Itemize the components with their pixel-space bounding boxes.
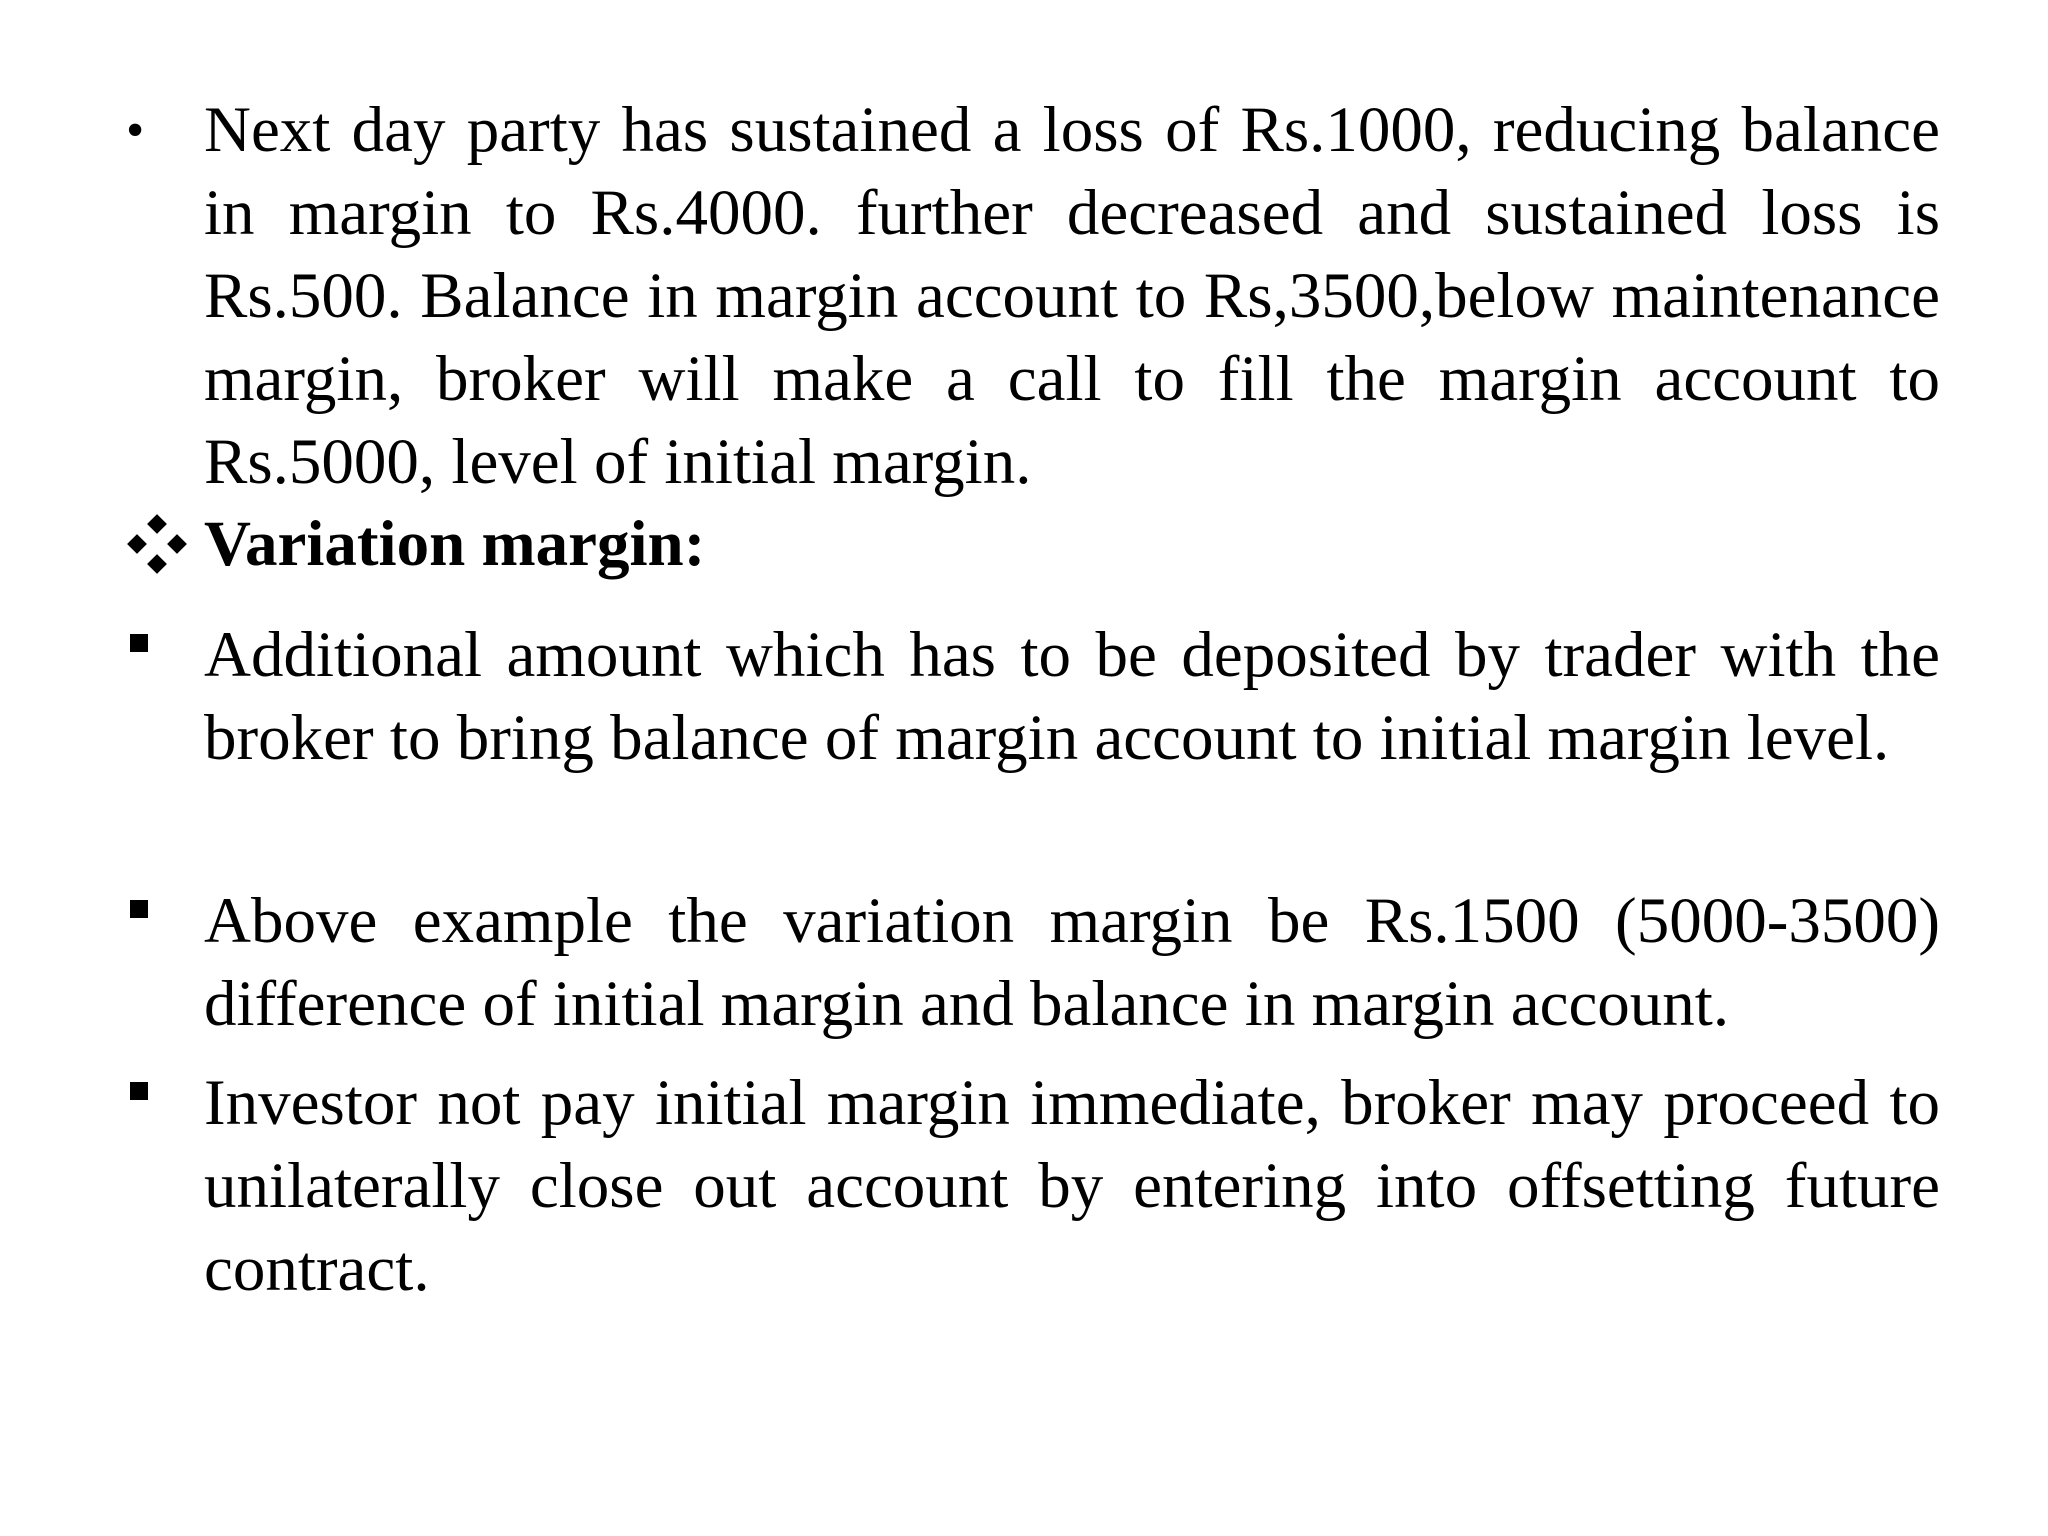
bullet-text: Above example the variation margin be Rs.1500 (5000-3500) difference of initial margin and balance in margin account.: [204, 885, 1940, 1040]
square-bullet-icon: [130, 900, 148, 918]
bullet-variation-definition: [120, 614, 1940, 780]
heading-variation-margin: [120, 503, 1940, 586]
round-bullet-icon: •: [126, 102, 145, 159]
bullet-text: Next day party has sustained a loss of Rs.1000, reducing balance in margin to Rs.4000. further decreased and sustained loss is Rs.500. Balance in margin account to Rs,3500,below maintenance margin, broker will make a call to fill the margin account to Rs.5000, level of initial margin.: [204, 94, 1940, 498]
bullet-text: Investor not pay initial margin immediate, broker may proceed to unilaterally close out account by entering into offsetting future contract.: [204, 1067, 1940, 1305]
square-bullet-icon: [130, 1082, 148, 1100]
section-heading: Variation margin:: [204, 508, 706, 580]
square-bullet-icon: [130, 634, 148, 652]
bullet-margin-call-example: [120, 89, 1940, 504]
bullet-text: Additional amount which has to be deposited by trader with the broker to bring balance of margin account to initial margin level.: [204, 619, 1940, 774]
bullet-close-out: [120, 1062, 1940, 1311]
bullet-variation-example: [120, 880, 1940, 1046]
four-diamond-bullet-icon: [126, 513, 190, 577]
